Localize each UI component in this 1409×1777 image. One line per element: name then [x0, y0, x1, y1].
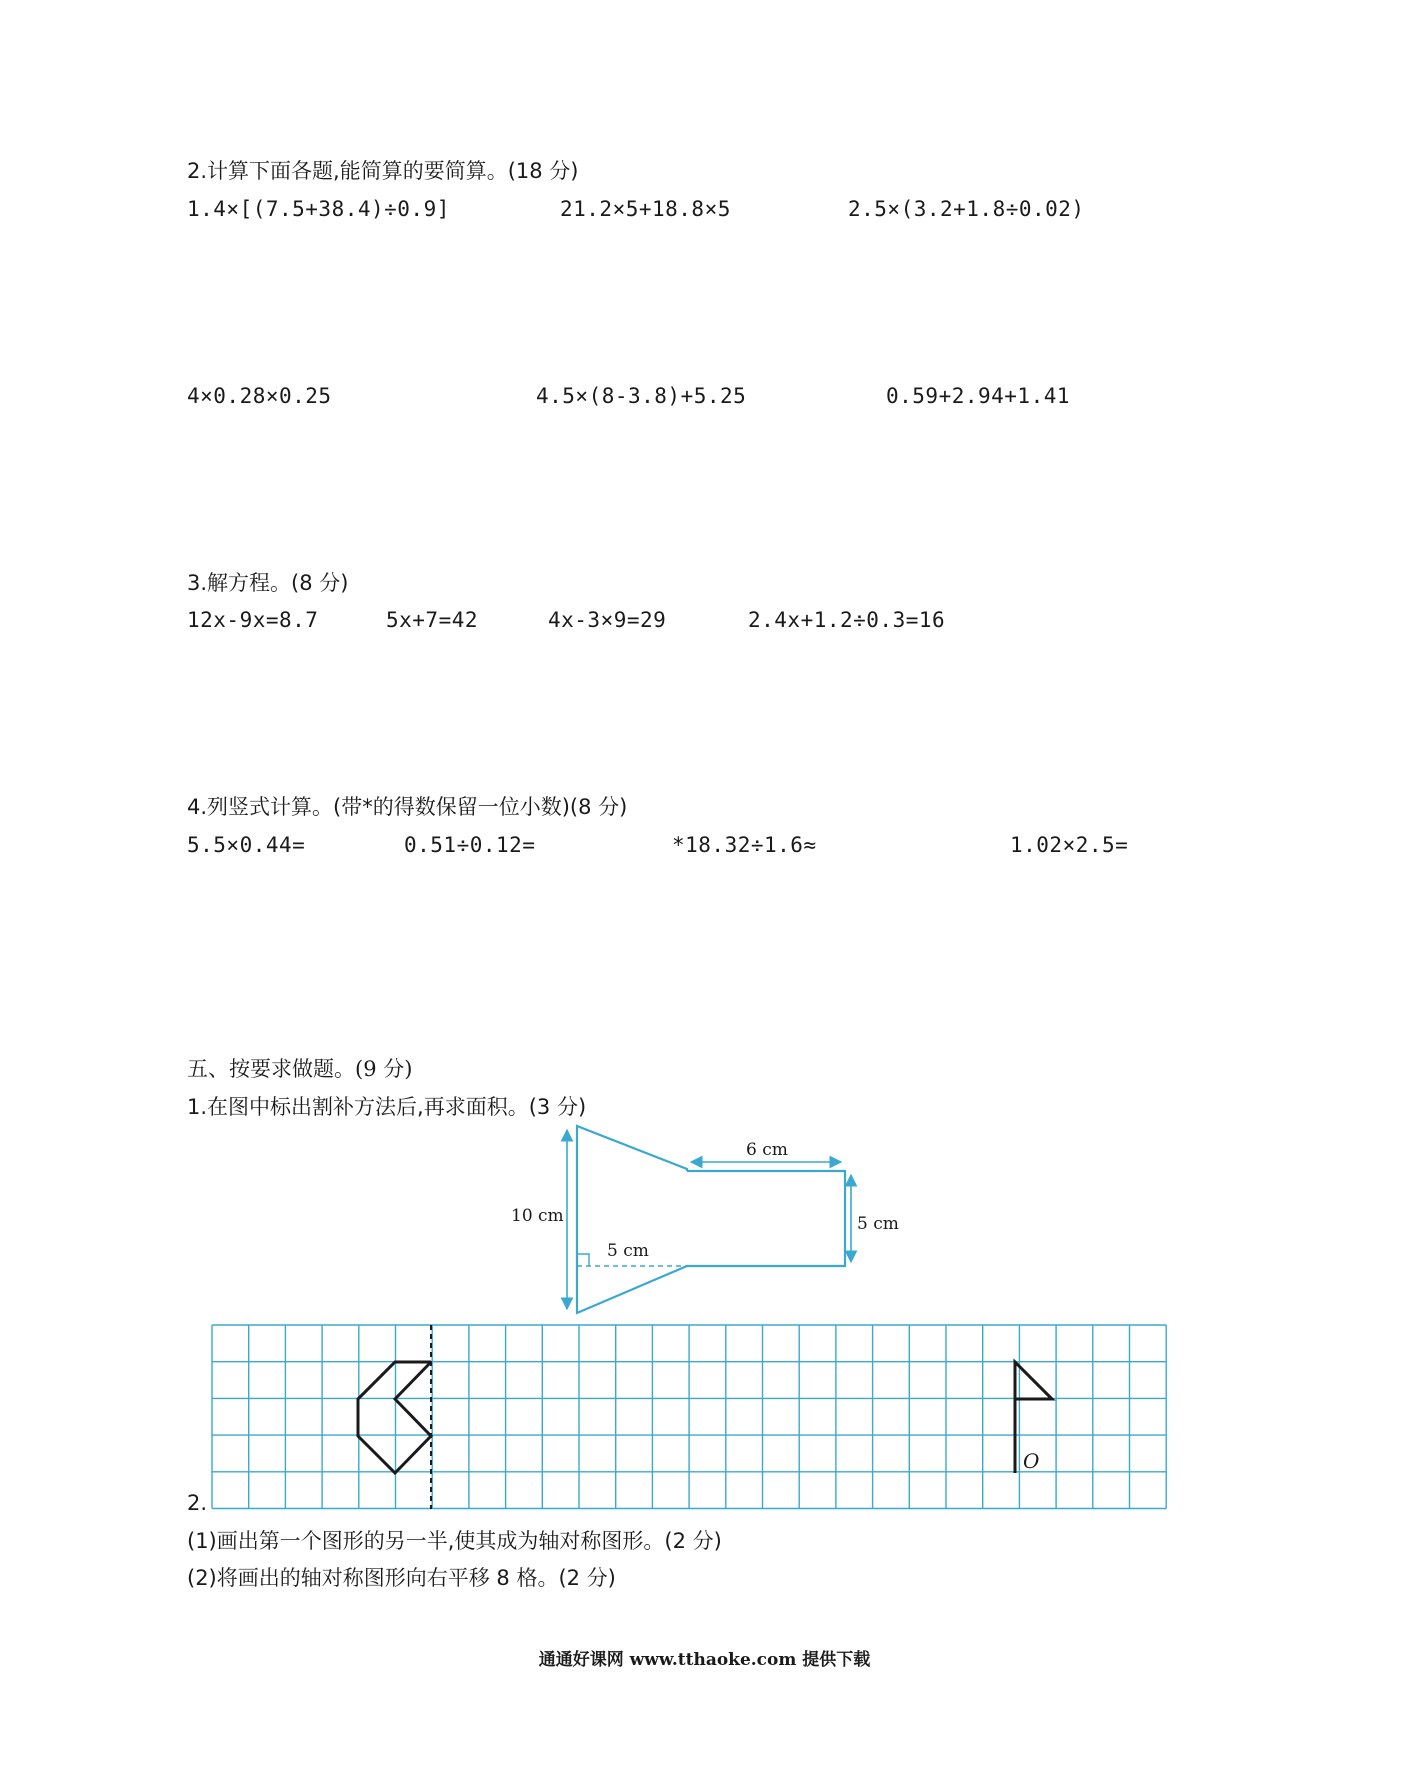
q4-item-2: 0.51÷0.12=	[404, 833, 536, 857]
q5-sub1-title: 1.在图中标出割补方法后,再求面积。(3 分)	[187, 1095, 587, 1119]
label-height: 10 cm	[511, 1206, 564, 1226]
q2-expr-1: 1.4×[(7.5+38.4)÷0.9]	[187, 197, 450, 221]
q2-expr-2: 21.2×5+18.8×5	[560, 197, 731, 221]
q4-item-4: 1.02×2.5=	[1010, 833, 1129, 857]
point-o-label: O	[1023, 1449, 1040, 1473]
grid-lines	[212, 1325, 1166, 1509]
label-right: 5 cm	[857, 1214, 899, 1234]
q2-title: 2.计算下面各题,能简算的要简算。(18 分)	[187, 159, 579, 183]
label-top: 6 cm	[746, 1140, 788, 1160]
q5-sub2-item-1: (1)画出第一个图形的另一半,使其成为轴对称图形。(2 分)	[187, 1529, 722, 1553]
q5-sub2-label: 2.	[187, 1491, 208, 1515]
q4-item-1: 5.5×0.44=	[187, 833, 306, 857]
label-bottom: 5 cm	[607, 1241, 649, 1261]
q3-eq-4: 2.4x+1.2÷0.3=16	[748, 608, 946, 632]
half-shape	[358, 1362, 431, 1473]
q3-eq-1: 12x-9x=8.7	[187, 608, 319, 632]
q4-item-3: *18.32÷1.6≈	[672, 833, 817, 857]
q3-eq-2: 5x+7=42	[386, 608, 479, 632]
q2-expr-6: 0.59+2.94+1.41	[886, 384, 1071, 408]
q2-expr-3: 2.5×(3.2+1.8÷0.02)	[848, 197, 1085, 221]
q2-expr-4: 4×0.28×0.25	[187, 384, 332, 408]
q5-sub2-item-2: (2)将画出的轴对称图形向右平移 8 格。(2 分)	[187, 1566, 616, 1590]
q2-expr-5: 4.5×(8-3.8)+5.25	[536, 384, 747, 408]
q3-title: 3.解方程。(8 分)	[187, 571, 349, 595]
section5-title: 五、按要求做题。(9 分)	[187, 1057, 413, 1081]
footer-credit: 通通好课网 www.tthaoke.com 提供下载	[538, 1650, 871, 1670]
q4-title: 4.列竖式计算。(带*的得数保留一位小数)(8 分)	[187, 795, 628, 819]
q3-eq-3: 4x-3×9=29	[548, 608, 667, 632]
